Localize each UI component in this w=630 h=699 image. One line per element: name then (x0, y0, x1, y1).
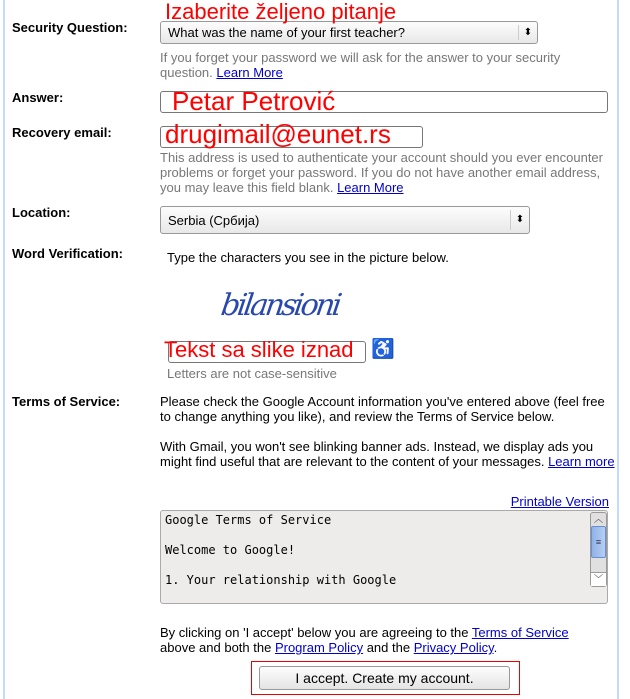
agree-text: and the (363, 640, 414, 655)
annotation-answer: Petar Petrović (172, 86, 336, 116)
accessibility-audio-icon[interactable]: ♿ (371, 339, 395, 360)
email-learn-more-link[interactable]: Learn More (337, 180, 404, 195)
scroll-thumb[interactable]: ≡ (591, 526, 606, 558)
tos-line: Welcome to Google! (165, 543, 296, 557)
security-learn-more-link[interactable]: Learn More (216, 65, 283, 80)
gmail-learn-more-link[interactable]: Learn more (548, 454, 615, 469)
security-question-select[interactable] (160, 21, 538, 44)
scroll-down-icon[interactable]: ﹀ (591, 572, 606, 586)
location-select[interactable] (160, 206, 530, 234)
word-verification-label: Word Verification: (12, 246, 123, 261)
location-value: Serbia (Србија) (168, 212, 260, 228)
security-hint-text: If you forget your password we will ask for the answer to your security question. (160, 50, 561, 80)
accept-create-account-button[interactable]: I accept. Create my account. (259, 666, 510, 690)
case-note: Letters are not case-sensitive (167, 366, 337, 381)
tos-scrollbar[interactable] (590, 512, 607, 587)
program-policy-link[interactable]: Program Policy (274, 640, 364, 655)
answer-label: Answer: (12, 90, 64, 105)
tos-paragraph-1: Please check the Google Account information you've entered above (feel free to change anything you like), and review the Terms of Service below. (160, 394, 605, 424)
email-hint (160, 150, 615, 195)
annotation-question: Izaberite željeno pitanje (165, 0, 397, 24)
tos-textbox[interactable] (160, 510, 608, 604)
security-question-value: What was the name of your first teacher? (168, 25, 405, 40)
privacy-policy-link[interactable]: Privacy Policy (413, 640, 494, 655)
agree-text: By clicking on 'I accept' below you are agreeing to the (160, 625, 472, 640)
tos-line: 1. Your relationship with Google (165, 573, 397, 587)
security-question-label: Security Question: (12, 20, 128, 35)
select-arrows-icon: ⬍ (510, 210, 529, 230)
terms-label: Terms of Service: (12, 394, 121, 409)
scroll-up-icon[interactable]: ︿ (593, 514, 603, 524)
security-hint (160, 50, 610, 80)
tos-paragraph-2 (160, 439, 615, 469)
verification-instruction: Type the characters you see in the picture below. (167, 250, 449, 265)
annotation-captcha: Tekst sa slike iznad (164, 337, 354, 362)
select-arrows-icon: ⬍ (518, 25, 537, 40)
location-label: Location: (12, 205, 71, 220)
captcha-image: bilansioni (218, 288, 342, 323)
recovery-email-label: Recovery email: (12, 125, 112, 140)
agree-text: above and both the (160, 640, 275, 655)
tos-line (165, 558, 603, 573)
tos-paragraph-2-text: With Gmail, you won't see blinking banner ads. Instead, we display ads you might find useful that are relevant to the content of your messages. (160, 439, 594, 469)
page-frame-left (3, 0, 5, 699)
annotation-email: drugimail@eunet.rs (165, 119, 391, 149)
terms-of-service-link[interactable]: Terms of Service (471, 625, 569, 640)
agreement-text (160, 625, 615, 655)
agree-text: . (493, 640, 498, 655)
tos-line (165, 528, 603, 543)
email-hint-text: This address is used to authenticate your account should you ever encounter problems or forget your password. If you do not have another email address, you may leave this field blank. (160, 150, 603, 195)
page-frame-right (617, 0, 619, 699)
printable-version-link[interactable]: Printable Version (510, 494, 609, 509)
tos-line: Google Terms of Service (165, 513, 332, 527)
